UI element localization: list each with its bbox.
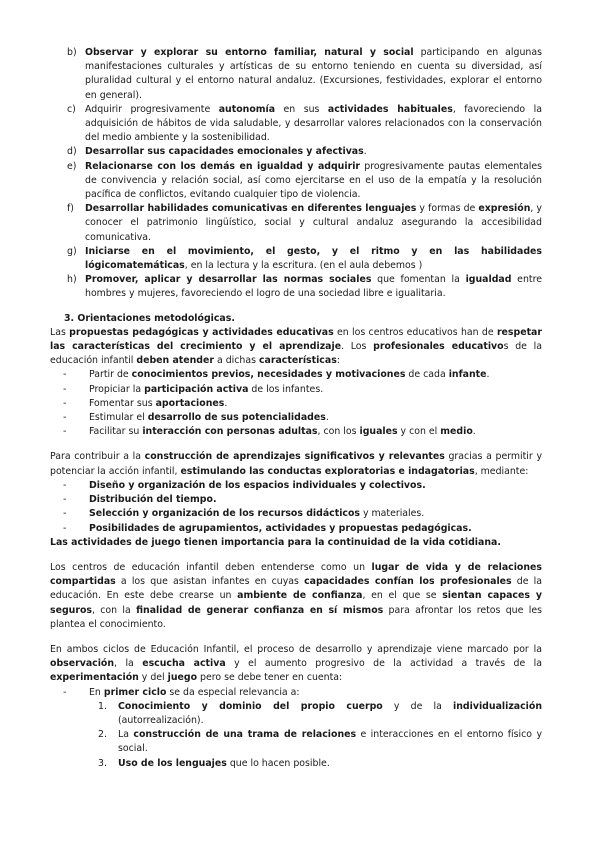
objective-c xyxy=(50,103,542,146)
bold-text-run: igualdad xyxy=(465,274,512,286)
objective-g xyxy=(50,245,542,273)
text-run: Partir de xyxy=(89,369,132,381)
text-run: La xyxy=(118,729,134,741)
dash-bullet: - xyxy=(63,369,67,381)
item-number: 1. xyxy=(98,700,107,712)
cycles-paragraph xyxy=(50,643,542,686)
text-run: a los que asistan infantes en cuyas xyxy=(115,576,305,588)
text-run: , mediante: xyxy=(474,465,529,477)
text-run: Propiciar la xyxy=(89,383,145,395)
text-run: de los infantes. xyxy=(248,383,324,395)
bold-text-run: respetar las características del crecimiento y el aprendizaje xyxy=(50,326,542,353)
text-run: : xyxy=(336,355,340,367)
objective-f xyxy=(50,202,542,245)
text-run: Fomentar sus xyxy=(89,397,156,409)
first-cycle-item xyxy=(50,686,542,700)
objectives-list xyxy=(50,46,542,302)
objective-text xyxy=(85,104,542,143)
text-run: Los centros de educación infantil deben entenderse como un xyxy=(50,561,372,573)
text-run: y el aumento progresivo de la actividad a través de la xyxy=(225,658,543,670)
text-run: , en la lectura y la escritura. (en el aula debemos ) xyxy=(184,260,423,272)
bold-text-run: conocimientos previos, necesidades y motivaciones xyxy=(131,369,406,381)
numbered-item xyxy=(50,757,542,771)
text-run: se da especial relevancia a: xyxy=(166,686,300,698)
list-item-text xyxy=(89,494,217,505)
list-item-text xyxy=(89,426,476,437)
bold-text-run: iguales xyxy=(359,426,398,438)
text-run: , la xyxy=(114,658,143,670)
list-item-text xyxy=(89,412,329,423)
bold-text-run: Diseño y organización de los espacios individuales y colectivos. xyxy=(89,479,426,491)
list-item-text xyxy=(89,508,424,519)
bold-text-run: construcción de aprendizajes significativos y relevantes xyxy=(144,451,445,463)
list-item xyxy=(50,522,542,536)
text-run: (autorrealización). xyxy=(118,714,204,726)
first-cycle-text xyxy=(89,687,300,698)
text-run: s de la educación infantil xyxy=(50,341,542,367)
bold-text-run: Relacionarse con los demás en igualdad y adquirir xyxy=(85,160,361,172)
list-item-text xyxy=(89,523,472,534)
text-run: gracias a permitir y potenciar la acción infantil, xyxy=(50,451,542,477)
dash-bullet: - xyxy=(63,412,67,424)
list-item xyxy=(50,507,542,521)
text-run: que fomentan la xyxy=(371,274,466,286)
text-run: Adquirir progresivamente xyxy=(85,103,219,115)
text-run: . xyxy=(472,426,476,438)
text-run: e interacciones en el entorno físico y social. xyxy=(118,729,542,755)
bold-text-run: ambiente de confianza xyxy=(237,590,363,602)
bold-text-run: observación xyxy=(50,658,115,670)
bold-text-run: infante xyxy=(448,369,487,381)
objective-label: g) xyxy=(67,245,77,257)
numbered-item-text xyxy=(118,729,542,754)
bold-text-run: experimentación xyxy=(50,672,139,684)
text-run: y con el xyxy=(397,426,441,438)
dash-bullet: - xyxy=(63,426,67,438)
text-run: Para contribuir a la xyxy=(50,451,145,463)
section-title: 3. Orientaciones metodológicas. xyxy=(64,312,235,324)
objective-text xyxy=(85,274,542,299)
bold-text-run: propuestas pedagógicas y actividades educativas xyxy=(69,326,334,338)
text-run: Estimular el xyxy=(89,412,148,424)
bold-text-run: deben atender xyxy=(136,355,214,367)
text-run: . xyxy=(224,397,228,409)
numbered-item xyxy=(50,728,542,756)
bold-text-run: capacidades confían los profesionales xyxy=(304,576,512,588)
dash-bullet: - xyxy=(63,479,67,491)
text-run: de cada xyxy=(405,369,449,381)
text-run: de la educación. En este debe crearse un xyxy=(50,576,543,602)
bold-text-run: Uso de los lenguajes xyxy=(118,757,227,769)
dash-bullet: - xyxy=(63,397,67,409)
objective-label: d) xyxy=(67,146,77,158)
text-run: En xyxy=(89,686,104,698)
objective-b xyxy=(50,46,542,103)
list-item xyxy=(50,479,542,493)
bold-text-run: expresión xyxy=(478,203,531,215)
bold-text-run: juego xyxy=(167,672,198,684)
bold-text-run: aportaciones xyxy=(155,397,225,409)
text-run: y de la xyxy=(382,700,454,712)
bold-text-run: Posibilidades de agrupamientos, actividades y propuestas pedagógicas. xyxy=(89,522,472,534)
text-run: para afrontar los retos que les plantea el conocimiento. xyxy=(50,604,542,630)
text-run: progresivamente pautas elementales de convivencia y relación social, así como ejercitarse en el uso de la empatía y la resolución pacífica de conflictos, evitando cualquier tipo de violencia. xyxy=(85,160,543,201)
text-run: pero se debe tener en cuenta: xyxy=(197,672,343,684)
means-list xyxy=(50,479,542,536)
list-item xyxy=(50,368,542,382)
bold-text-run: Observar y explorar su entorno familiar, natural y social xyxy=(85,47,414,58)
text-run: , con los xyxy=(317,426,360,438)
dash-bullet: - xyxy=(63,522,67,534)
list-item xyxy=(50,425,542,439)
objective-text xyxy=(85,203,542,242)
dash-bullet: - xyxy=(63,686,67,698)
dash-bullet: - xyxy=(63,508,67,520)
text-run: . xyxy=(363,146,367,158)
bold-text-run: Distribución del tiempo. xyxy=(89,494,217,506)
text-run: . xyxy=(325,412,329,424)
objective-text xyxy=(85,246,542,271)
numbered-list xyxy=(50,700,542,771)
objective-label: f) xyxy=(67,203,74,215)
learning-paragraph xyxy=(50,450,542,478)
bold-text-run: Desarrollar sus capacidades emocionales y afectivas xyxy=(85,146,364,158)
text-run: y formas de xyxy=(416,203,479,215)
bold-text-run: primer ciclo xyxy=(103,686,167,698)
numbered-item-text xyxy=(118,701,542,726)
objective-h xyxy=(50,273,542,301)
list-item-text xyxy=(89,480,426,491)
list-item xyxy=(50,397,542,411)
text-run: que lo hacen posible. xyxy=(226,757,330,769)
objective-text xyxy=(85,161,542,200)
bold-text-run: Iniciarse en el movimiento, el gesto, y el ritmo y en las habilidades lógicomatemáticas xyxy=(85,245,542,272)
bold-text-run: Conocimiento y dominio del propio cuerpo xyxy=(118,700,383,712)
bold-text-run: lugar de vida y de relaciones compartidas xyxy=(50,561,542,588)
objective-text xyxy=(85,47,542,101)
item-number: 2. xyxy=(98,729,107,741)
text-run: y materiales. xyxy=(360,508,425,520)
objective-label: c) xyxy=(67,103,76,115)
objective-label: h) xyxy=(67,274,77,286)
objective-d xyxy=(50,145,542,159)
text-run: , en el que se xyxy=(362,590,443,602)
bold-text-run: construcción de una trama de relaciones xyxy=(133,729,357,741)
text-run: y del xyxy=(138,672,168,684)
text-run: En ambos ciclos de Educación Infantil, el proceso de desarrollo y aprendizaje viene marcado por la xyxy=(50,643,542,655)
objective-e xyxy=(50,160,542,203)
objective-text xyxy=(85,146,367,157)
bold-text-run: desarrollo de sus potencialidades xyxy=(147,412,326,424)
list-item xyxy=(50,493,542,507)
list-item-text xyxy=(89,384,323,395)
dash-bullet: - xyxy=(63,383,67,395)
bold-text-run: participación activa xyxy=(144,383,249,395)
bold-text-run: finalidad de generar confianza en sí mismos xyxy=(136,604,384,616)
text-run: . Los xyxy=(341,341,374,353)
bold-text-run: autonomía xyxy=(218,103,276,115)
list-item xyxy=(50,411,542,425)
text-run: Facilitar su xyxy=(89,426,143,438)
bold-text-run: escucha activa xyxy=(142,658,226,670)
bold-text-run: Promover, aplicar y desarrollar las normas sociales xyxy=(85,274,372,286)
bold-text-run: interacción con personas adultas xyxy=(142,426,318,438)
bold-text-run: sientan capaces y seguros xyxy=(50,590,542,616)
play-statement: Las actividades de juego tienen importancia para la continuidad de la vida cotidiana. xyxy=(50,536,501,548)
text-run: , con la xyxy=(91,604,137,616)
dash-bullet: - xyxy=(63,494,67,506)
objective-label: e) xyxy=(67,160,77,172)
bold-text-run: individualización xyxy=(453,700,542,712)
list-item-text xyxy=(89,369,489,380)
text-run: participando en algunas manifestaciones culturales y artísticas de su entorno teniendo en cuenta su diversidad, así pluralidad cultural y el entorno natural andaluz. (Excursiones, festividades, explorar el entorno en general). xyxy=(85,47,542,101)
text-run: . xyxy=(486,369,490,381)
numbered-item xyxy=(50,700,542,728)
text-run: Las xyxy=(50,326,70,338)
bold-text-run: profesionales educativo xyxy=(373,341,504,353)
text-run: , favoreciendo la adquisición de hábitos de vida saludable, y desarrollar valores relacionados con la conservación del medio ambiente y la sostenibilidad. xyxy=(85,103,542,144)
bold-text-run: Selección y organización de los recursos didácticos xyxy=(89,508,361,520)
list-item xyxy=(50,383,542,397)
centers-paragraph xyxy=(50,561,542,632)
objective-label: b) xyxy=(67,47,77,58)
characteristics-list xyxy=(50,368,542,439)
text-run: en sus xyxy=(275,103,328,115)
text-run: , y conocer el patrimonio lingüístico, social y cultural andaluz asegurando la accesibilidad comunicativa. xyxy=(85,203,542,243)
list-item-text xyxy=(89,398,227,409)
bold-text-run: Desarrollar habilidades comunicativas en diferentes lenguajes xyxy=(85,203,417,215)
bold-text-run: medio xyxy=(440,426,473,438)
text-run: a dichas xyxy=(214,355,259,367)
numbered-item-text xyxy=(118,758,330,769)
text-run: en los centros educativos han de xyxy=(333,326,497,338)
bold-text-run: actividades habituales xyxy=(327,103,453,115)
intro-paragraph xyxy=(50,326,542,369)
item-number: 3. xyxy=(98,757,107,769)
bold-text-run: estimulando las conductas exploratorias e indagatorias xyxy=(180,465,475,477)
bold-text-run: características xyxy=(258,355,337,367)
text-run: entre hombres y mujeres, favoreciendo el logro de una sociedad libre e igualitaria. xyxy=(85,274,542,300)
